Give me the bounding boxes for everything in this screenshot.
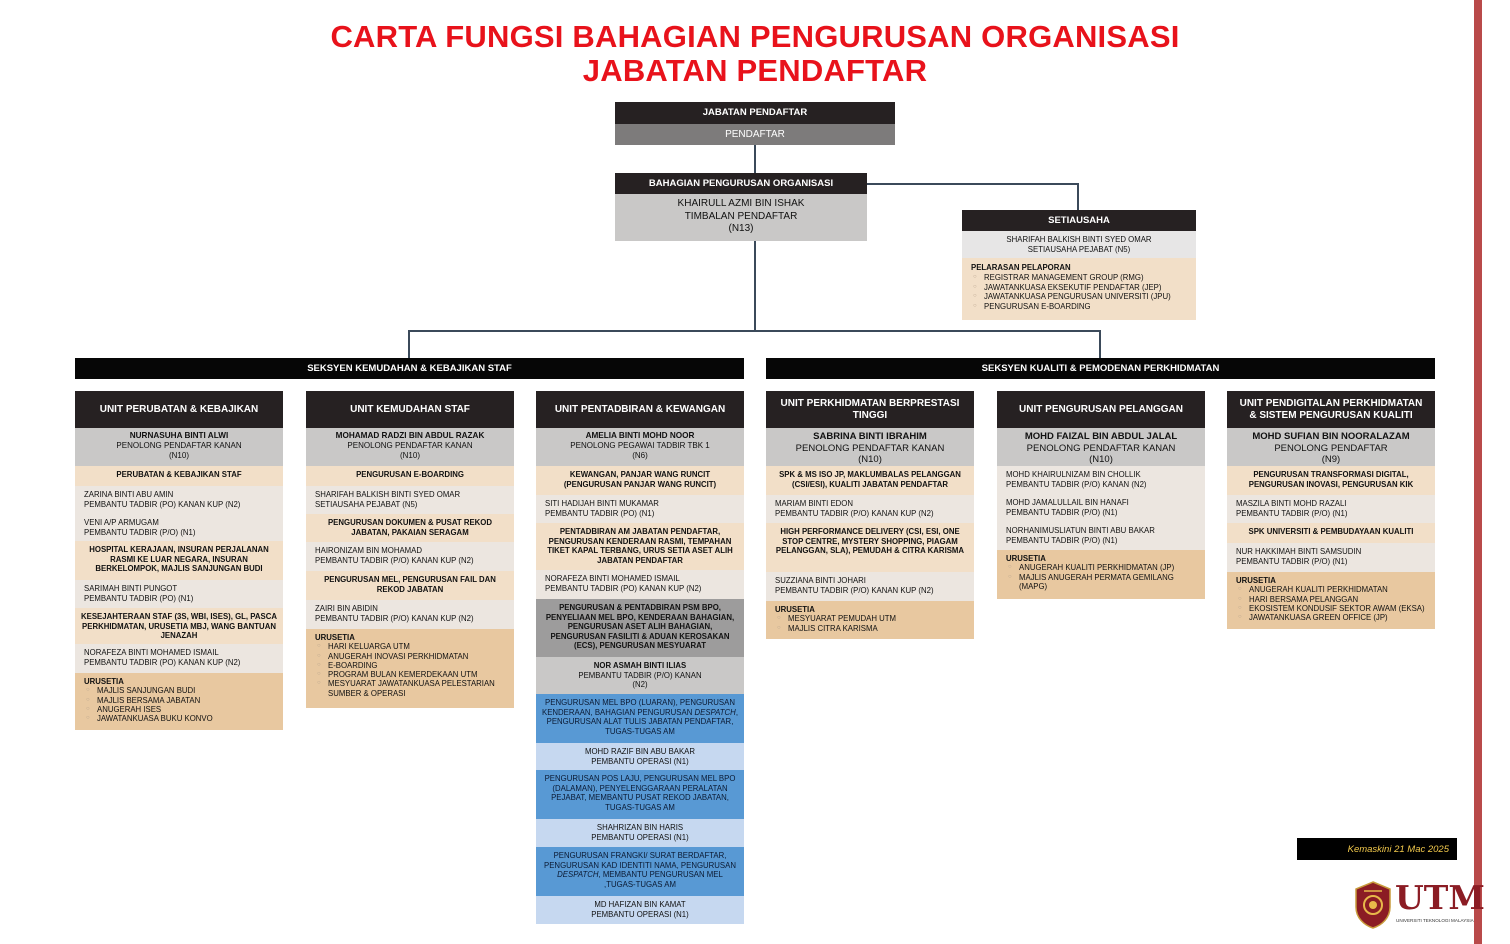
function-block: HOSPITAL KERAJAAN, INSURAN PERJALANAN RASMI KE LUAR NEGARA, INSURAN BERKELOMPOK, MAJLIS SANJUNGAN BUDI: [75, 541, 283, 580]
staff-role: PEMBANTU TADBIR (PO) KANAN KUP (N2): [545, 583, 702, 593]
setiausaha-person: [962, 231, 1196, 258]
unit-kemudahan-staf: [306, 391, 514, 708]
staff-entry: [997, 522, 1205, 550]
staff-role: PEMBANTU TADBIR (P/O) KANAN KUP (N2): [315, 555, 474, 565]
staff-role: SETIAUSAHA PEJABAT (N5): [315, 499, 418, 509]
staff-role: PEMBANTU TADBIR (P/O) KANAN (N2): [1006, 479, 1147, 489]
staff-name: MD HAFIZAN BIN KAMAT: [594, 900, 686, 909]
staff-role: PEMBANTU TADBIR (P/O) KANAN KUP (N2): [775, 508, 934, 518]
bpo-head-role: TIMBALAN PENDAFTAR: [684, 210, 798, 222]
staff-name: VENI A/P ARMUGAM: [84, 518, 159, 527]
function-block: PENTADBIRAN AM JABATAN PENDAFTAR, PENGURUSAN KENDERAAN RASMI, TEMPAHAN TIKET KAPAL TERBANG, URUS SETIA ASET ALIH JABATAN PENDAFTAR: [536, 523, 744, 570]
unit-title: UNIT KEMUDAHAN STAF: [306, 391, 514, 428]
staff-entry: [997, 466, 1205, 494]
unit-head-role: PENOLONG PENDAFTAR KANAN: [116, 441, 242, 450]
staff-role: PEMBANTU TADBIR (P/O) (N1): [1006, 507, 1118, 517]
staff-entry: [536, 743, 744, 770]
urusetia-title: URUSETIA: [84, 677, 124, 686]
unit-title: UNIT PERKHIDMATAN BERPRESTASI TINGGI: [766, 391, 974, 428]
function-block: PENGURUSAN POS LAJU, PENGURUSAN MEL BPO (DALAMAN), PENYELENGGARAAN PERALATAN PEJABAT, MEMBANTU PUSAT REKOD JABATAN, TUGAS-TUGAS AM: [536, 770, 744, 819]
function-block: PERUBATAN & KEBAJIKAN STAF: [75, 466, 283, 486]
bpo-header: BAHAGIAN PENGURUSAN ORGANISASI: [615, 173, 867, 194]
connector: [866, 183, 1078, 185]
connector: [408, 330, 410, 358]
staff-entry: [306, 542, 514, 571]
staff-entry: [997, 494, 1205, 522]
unit-title: UNIT PERUBATAN & KEBAJIKAN: [75, 391, 283, 428]
staff-role: PEMBANTU OPERASI (N1): [591, 909, 689, 919]
staff-name: NORAFEZA BINTI MOHAMED ISMAIL: [545, 574, 680, 583]
function-text-italic: DESPATCH: [694, 707, 736, 717]
staff-role: PEMBANTU OPERASI (N1): [591, 756, 689, 766]
pendaftar-box: PENDAFTAR: [615, 124, 895, 145]
urusetia-item: ○ ANUGERAH KUALITI PERKHIDMATAN: [1236, 585, 1426, 594]
pelarasan-item: ○ JAWATANKUASA EKSEKUTIF PENDAFTAR (JEP): [971, 283, 1187, 293]
urusetia-block: [997, 550, 1205, 599]
staff-name: SUZZIANA BINTI JOHARI: [775, 576, 866, 585]
function-block: [536, 847, 744, 896]
accent-bar: [1474, 0, 1482, 944]
connector: [754, 241, 756, 331]
urusetia-item: ○ MESYUARAT PEMUDAH UTM: [775, 614, 965, 623]
staff-role: PEMBANTU TADBIR (PO) (N1): [84, 593, 194, 603]
staff-role: PEMBANTU TADBIR (PO) KANAN KUP (N2): [84, 657, 241, 667]
setiausaha-name: SHARIFAH BALKISH BINTI SYED OMAR: [1006, 235, 1152, 244]
function-block: PENGURUSAN & PENTADBIRAN PSM BPO, PENYELIAAN MEL BPO, KENDERAAN BAHAGIAN, PENGURUSAN ASET ALIH BAHAGIAN, PENGURUSAN FASILITI & ADUAN KEROSAKAN (ECS), PENGURUSAN MESYUARAT: [536, 599, 744, 657]
section-band-kemudahan: SEKSYEN KEMUDAHAN & KEBAJIKAN STAF: [75, 358, 744, 379]
unit-head-role: PENOLONG PEGAWAI TADBIR TBK 1: [570, 441, 710, 450]
staff-entry: [75, 514, 283, 541]
unit-head-name: SABRINA BINTI IBRAHIM: [813, 431, 927, 442]
urusetia-item: ○ MAJLIS CITRA KARISMA: [775, 624, 965, 633]
urusetia-block: [766, 601, 974, 639]
unit-head-name: MOHD SUFIAN BIN NOORALAZAM: [1252, 431, 1410, 442]
bpo-head-name: KHAIRULL AZMI BIN ISHAK: [677, 198, 805, 209]
urusetia-item: ○ EKOSISTEM KONDUSIF SEKTOR AWAM (EKSA): [1236, 604, 1426, 613]
staff-name: NUR HAKKIMAH BINTI SAMSUDIN: [1236, 547, 1362, 556]
staff-role: PEMBANTU TADBIR (PO) (N1): [545, 508, 655, 518]
staff-name: SARIMAH BINTI PUNGOT: [84, 584, 178, 593]
unit-pendigitalan-perkhidmatan: [1227, 391, 1435, 629]
staff-entry: [75, 580, 283, 608]
staff-entry: [536, 570, 744, 599]
urusetia-title: URUSETIA: [775, 605, 815, 614]
urusetia-item: ○ ANUGERAH KUALITI PERKHIDMATAN (JP): [1006, 563, 1196, 572]
unit-title: UNIT PENGURUSAN PELANGGAN: [997, 391, 1205, 428]
staff-role: PEMBANTU TADBIR (P/O) KANAN KUP (N2): [775, 585, 934, 595]
pelarasan-box: [962, 258, 1196, 320]
urusetia-item: ○ ANUGERAH INOVASI PERKHIDMATAN: [315, 652, 505, 661]
connector: [1077, 183, 1079, 210]
urusetia-item: ○ E-BOARDING: [315, 661, 505, 670]
urusetia-item: ○ ANUGERAH ISES: [84, 705, 274, 714]
staff-name: MASZILA BINTI MOHD RAZALI: [1236, 499, 1347, 508]
staff-name: NOR ASMAH BINTI ILIAS: [593, 661, 687, 670]
function-block: KESEJAHTERAAN STAF (3S, WBI, ISES), GL, PASCA PERKHIDMATAN, URUSETIA MBJ, WANG BANTUAN JENAZAH: [75, 608, 283, 644]
unit-pentadbiran-kewangan: [536, 391, 744, 924]
staff-entry: [75, 486, 283, 514]
updated-badge: [1297, 838, 1457, 860]
unit-head: [997, 428, 1205, 466]
urusetia-title: URUSETIA: [1236, 576, 1276, 585]
function-text: , PENGURUSAN ALAT TULIS JABATAN PENDAFTAR, TUGAS-TUGAS AM: [546, 707, 738, 736]
bpo-head-grade: (N13): [728, 223, 754, 234]
staff-entry: [536, 657, 744, 694]
urusetia-item: ○ PROGRAM BULAN KEMERDEKAAN UTM: [315, 670, 505, 679]
urusetia-block: [75, 673, 283, 730]
function-text: PENGURUSAN MEL BPO (LUARAN), PENGURUSAN KENDERAAN, BAHAGIAN PENGURUSAN: [542, 698, 735, 717]
unit-head-role: PENOLONG PENDAFTAR: [1274, 442, 1388, 454]
urusetia-item: ○ MAJLIS SANJUNGAN BUDI: [84, 686, 274, 695]
setiausaha-header: SETIAUSAHA: [962, 210, 1196, 231]
setiausaha-role: SETIAUSAHA PEJABAT (N5): [1027, 244, 1131, 254]
staff-name: ZARINA BINTI ABU AMIN: [84, 490, 174, 499]
staff-name: HAIRONIZAM BIN MOHAMAD: [315, 546, 422, 555]
staff-role: PEMBANTU TADBIR (PO) KANAN KUP (N2): [84, 499, 241, 509]
pelarasan-title: PELARASAN PELAPORAN: [971, 263, 1071, 272]
staff-name: MOHD RAZIF BIN ABU BAKAR: [584, 747, 696, 756]
staff-role: PEMBANTU TADBIR (P/O) (N1): [1236, 556, 1348, 566]
urusetia-title: URUSETIA: [1006, 554, 1046, 563]
staff-entry: [766, 495, 974, 523]
staff-role: PEMBANTU OPERASI (N1): [591, 832, 689, 842]
urusetia-item: ○ MAJLIS ANUGERAH PERMATA GEMILANG (MAPG): [1006, 573, 1196, 592]
staff-entry: [306, 486, 514, 514]
unit-head-role: PENOLONG PENDAFTAR KANAN: [347, 441, 473, 450]
page-title-line2: JABATAN PENDAFTAR: [582, 53, 928, 88]
unit-head: [1227, 428, 1435, 466]
function-text: , MEMBANTU PENGURUSAN MEL ,TUGAS-TUGAS AM: [598, 870, 723, 889]
staff-name: MOHD JAMALULLAIL BIN HANAFI: [1006, 498, 1129, 507]
staff-name: SITI HADIJAH BINTI MUKAMAR: [545, 499, 659, 508]
unit-title: UNIT PENDIGITALAN PERKHIDMATAN & SISTEM PENGURUSAN KUALITI: [1227, 391, 1435, 428]
urusetia-block: [306, 629, 514, 708]
unit-head: [306, 428, 514, 466]
pelarasan-item: ○ REGISTRAR MANAGEMENT GROUP (RMG): [971, 273, 1187, 283]
urusetia-item: ○ MESYUARAT JAWATANKUASA PELESTARIAN SUMBER & OPERASI: [315, 679, 505, 698]
staff-name: MOHD KHAIRULNIZAM BIN CHOLLIK: [1006, 470, 1141, 479]
function-block: SPK UNIVERSITI & PEMBUDAYAAN KUALITI: [1227, 523, 1435, 543]
function-block: [536, 694, 744, 743]
connector: [1099, 330, 1101, 358]
staff-role: PEMBANTU TADBIR (P/O) KANAN: [578, 670, 702, 680]
function-text-italic: DESPATCH: [557, 870, 599, 879]
staff-entry: [306, 600, 514, 629]
utm-logo-subtext: UNIVERSITI TEKNOLOGI MALAYSIA: [1396, 918, 1474, 923]
staff-entry: [75, 644, 283, 673]
staff-entry: [766, 572, 974, 601]
unit-pengurusan-pelanggan: [997, 391, 1205, 599]
pelarasan-item: ○ PENGURUSAN E-BOARDING: [971, 302, 1187, 312]
staff-entry: [536, 819, 744, 847]
urusetia-item: ○ HARI KELUARGA UTM: [315, 642, 505, 651]
unit-perkhidmatan-berprestasi-tinggi: [766, 391, 974, 639]
utm-logo: [1354, 878, 1485, 933]
staff-grade: (N2): [632, 680, 648, 689]
unit-head: [536, 428, 744, 466]
section-band-kualiti: SEKSYEN KUALITI & PEMODENAN PERKHIDMATAN: [766, 358, 1435, 379]
urusetia-title: URUSETIA: [315, 633, 355, 642]
unit-head-role: PENOLONG PENDAFTAR KANAN: [1026, 442, 1176, 454]
function-block: PENGURUSAN DOKUMEN & PUSAT REKOD JABATAN, PAKAIAN SERAGAM: [306, 514, 514, 542]
urusetia-block: [1227, 572, 1435, 629]
function-block: KEWANGAN, PANJAR WANG RUNCIT (PENGURUSAN PANJAR WANG RUNCIT): [536, 466, 744, 495]
page-title-line1: CARTA FUNGSI BAHAGIAN PENGURUSAN ORGANISASI: [330, 19, 1180, 54]
unit-head-name: MOHAMAD RADZI BIN ABDUL RAZAK: [335, 431, 485, 440]
bpo-head-box: [615, 194, 867, 241]
unit-head-grade: (N10): [1089, 454, 1113, 465]
staff-name: ZAIRI BIN ABIDIN: [315, 604, 378, 613]
staff-role: PEMBANTU TADBIR (P/O) (N1): [84, 527, 196, 537]
function-block: PENGURUSAN MEL, PENGURUSAN FAIL DAN REKOD JABATAN: [306, 571, 514, 600]
staff-name: NORAFEZA BINTI MOHAMED ISMAIL: [84, 648, 219, 657]
unit-head-name: AMELIA BINTI MOHD NOOR: [585, 431, 695, 440]
unit-head: [766, 428, 974, 466]
staff-role: PEMBANTU TADBIR (P/O) KANAN KUP (N2): [315, 613, 474, 623]
function-block: SPK & MS ISO JP, MAKLUMBALAS PELANGGAN (CSI/ESI), KUALITI JABATAN PENDAFTAR: [766, 466, 974, 495]
urusetia-item: ○ MAJLIS BERSAMA JABATAN: [84, 696, 274, 705]
staff-entry: [536, 896, 744, 924]
unit-head-grade: (N6): [632, 451, 648, 460]
staff-entry: [536, 495, 744, 523]
staff-name: NORHANIMUSLIATUN BINTI ABU BAKAR: [1006, 526, 1155, 535]
unit-head-grade: (N9): [1321, 454, 1341, 465]
function-block: PENGURUSAN TRANSFORMASI DIGITAL, PENGURUSAN INOVASI, PENGURUSAN KIK: [1227, 466, 1435, 495]
urusetia-item: ○ JAWATANKUASA GREEN OFFICE (JP): [1236, 613, 1426, 622]
staff-name: SHARIFAH BALKISH BINTI SYED OMAR: [315, 490, 461, 499]
unit-head-grade: (N10): [858, 454, 882, 465]
utm-logo-text: UTM: [1395, 878, 1485, 917]
updated-text: Kemaskini 21 Mac 2025: [1347, 843, 1449, 855]
unit-head-name: NURNASUHA BINTI ALWI: [129, 431, 229, 440]
staff-name: MARIAM BINTI EDON: [775, 499, 853, 508]
staff-role: PEMBANTU TADBIR (P/O) (N1): [1006, 535, 1118, 545]
function-block: HIGH PERFORMANCE DELIVERY (CSI, ESI, ONE STOP CENTRE, MYSTERY SHOPPING, PIAGAM PELANGGAN, SLA), PEMUDAH & CITRA KARISMA: [766, 523, 974, 572]
unit-perubatan-kebajikan: [75, 391, 283, 730]
staff-name: SHAHRIZAN BIN HARIS: [596, 823, 684, 832]
unit-head-grade: (N10): [399, 451, 420, 460]
staff-entry: [1227, 495, 1435, 523]
urusetia-item: ○ JAWATANKUASA BUKU KONVO: [84, 714, 274, 723]
unit-head-grade: (N10): [168, 451, 189, 460]
unit-head: [75, 428, 283, 466]
connector: [408, 330, 1101, 332]
staff-entry: [1227, 543, 1435, 572]
function-block: PENGURUSAN E-BOARDING: [306, 466, 514, 486]
jabatan-pendaftar-header: JABATAN PENDAFTAR: [615, 102, 895, 124]
unit-head-role: PENOLONG PENDAFTAR KANAN: [795, 442, 945, 454]
connector: [754, 145, 756, 173]
unit-head-name: MOHD FAIZAL BIN ABDUL JALAL: [1024, 431, 1178, 442]
unit-title: UNIT PENTADBIRAN & KEWANGAN: [536, 391, 744, 428]
staff-role: PEMBANTU TADBIR (P/O) (N1): [1236, 508, 1348, 518]
utm-crest-icon: [1354, 881, 1392, 929]
pelarasan-item: ○ JAWATANKUASA PENGURUSAN UNIVERSITI (JPU): [971, 292, 1187, 302]
function-text: PENGURUSAN FRANGKI/ SURAT BERDAFTAR, PENGURUSAN KAD IDENTITI NAMA, PENGURUSAN: [544, 851, 736, 870]
urusetia-item: ○ HARI BERSAMA PELANGGAN: [1236, 595, 1426, 604]
